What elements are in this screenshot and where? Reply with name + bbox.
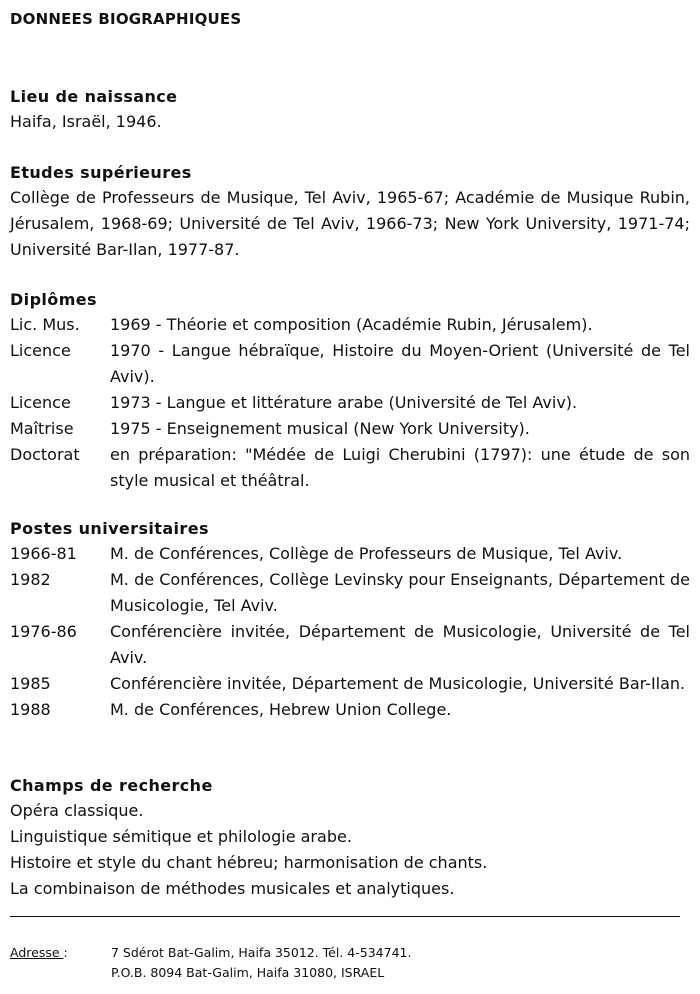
address-line-2: P.O.B. 8094 Bat-Galim, Haifa 31080, ISRAEL (111, 965, 385, 980)
position-years: 1982 (10, 570, 51, 589)
diploma-detail: en préparation: "Médée de Luigi Cherubini (1797): une étude de son style musical et théâtral. (110, 445, 690, 490)
diploma-type: Licence (10, 393, 71, 412)
position-detail: Conférencière invitée, Département de Musicologie, Université de Tel Aviv. (110, 622, 690, 667)
diploma-detail: 1969 - Théorie et composition (Académie Rubin, Jérusalem). (110, 315, 593, 334)
studies-text: Collège de Professeurs de Musique, Tel Aviv, 1965-67; Académie de Musique Rubin, Jérusalem, 1968-69; Université de Tel Aviv, 1966-73; New York University, 1971-74; Université Bar-Ilan, 1977-87. (10, 188, 690, 259)
position-row (10, 671, 690, 697)
position-detail: M. de Conférences, Hebrew Union College. (110, 700, 452, 719)
diploma-row (10, 338, 690, 390)
diploma-detail: 1973 - Langue et littérature arabe (Université de Tel Aviv). (110, 393, 578, 412)
section-diplomes (10, 288, 690, 494)
section-heading: Champs de recherche (10, 776, 213, 795)
research-field: Opéra classique. (10, 801, 144, 820)
position-years: 1976-86 (10, 622, 77, 641)
horizontal-divider (10, 916, 680, 917)
section-lieu-de-naissance (10, 85, 690, 135)
position-detail: M. de Conférences, Collège de Professeurs de Musique, Tel Aviv. (110, 544, 623, 563)
document-title: DONNEES BIOGRAPHIQUES (10, 10, 242, 28)
diploma-detail: 1975 - Enseignement musical (New York University). (110, 419, 530, 438)
address-lines (111, 943, 411, 983)
position-years: 1966-81 (10, 544, 77, 563)
diploma-row (10, 390, 690, 416)
diploma-type: Licence (10, 341, 71, 360)
position-detail: Conférencière invitée, Département de Musicologie, Université Bar-Ilan. (110, 674, 686, 693)
diploma-type: Doctorat (10, 445, 80, 464)
research-field: La combinaison de méthodes musicales et analytiques. (10, 879, 455, 898)
address-colon: : (63, 945, 68, 960)
research-field: Linguistique sémitique et philologie arabe. (10, 827, 352, 846)
section-heading: Lieu de naissance (10, 87, 178, 106)
position-row (10, 541, 690, 567)
research-field: Histoire et style du chant hébreu; harmonisation de chants. (10, 853, 488, 872)
section-heading: Etudes supérieures (10, 163, 192, 182)
position-years: 1988 (10, 700, 51, 719)
diploma-type: Lic. Mus. (10, 315, 80, 334)
position-years: 1985 (10, 674, 51, 693)
diploma-type: Maîtrise (10, 419, 74, 438)
address-line-1: 7 Sdérot Bat-Galim, Haifa 35012. Tél. 4-534741. (111, 945, 412, 960)
position-row (10, 697, 690, 723)
position-detail: M. de Conférences, Collège Levinsky pour Enseignants, Département de Musicologie, Tel Aviv. (110, 570, 690, 615)
section-etudes-superieures (10, 161, 690, 263)
section-champs-de-recherche (10, 774, 690, 902)
section-postes-universitaires (10, 517, 690, 723)
position-row (10, 619, 690, 671)
position-row (10, 567, 690, 619)
diploma-row (10, 416, 690, 442)
diploma-detail: 1970 - Langue hébraïque, Histoire du Moyen-Orient (Université de Tel Aviv). (110, 341, 690, 386)
diploma-row (10, 442, 690, 494)
section-heading: Postes universitaires (10, 519, 209, 538)
diploma-row (10, 312, 690, 338)
birth-place-text: Haifa, Israël, 1946. (10, 112, 162, 131)
section-heading: Diplômes (10, 290, 97, 309)
address-label-text: Adresse (10, 945, 60, 960)
address-label (10, 943, 100, 963)
